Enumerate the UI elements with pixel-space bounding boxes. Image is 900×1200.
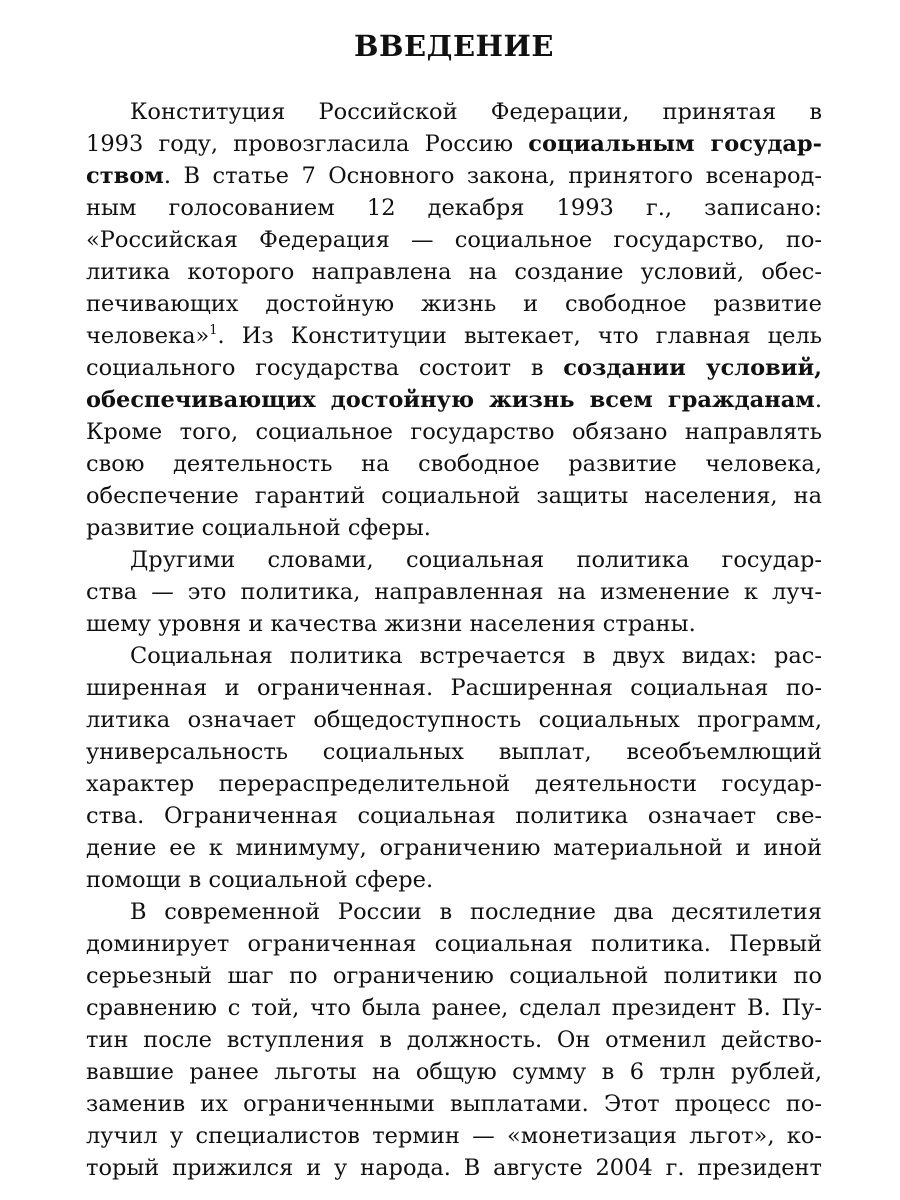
text-line: вавшие ранее льготы на общую сумму в 6 трлн рублей,	[86, 1059, 822, 1085]
text-line: тин после вступления в должность. Он отменил действо-	[86, 1027, 822, 1053]
text-line: серьезный шаг по ограничению социальной политики по	[86, 963, 822, 989]
text-line: универсальность социальных выплат, всеобъемлющий	[86, 739, 822, 765]
bold-emphasis: обеспечивающих достойную жизнь всем гражданам	[86, 387, 815, 413]
footnote-marker[interactable]: 1	[209, 323, 218, 338]
text-line: обеспечение гарантий социальной защиты населения, на	[86, 483, 822, 509]
paragraph-3	[86, 640, 822, 896]
text-line: торый прижился и у народа. В августе 2004 г. президент	[86, 1155, 822, 1181]
document-page	[86, 0, 822, 1200]
text-line: Кроме того, социальное государство обязано направлять	[86, 419, 822, 445]
paragraph-2	[86, 544, 822, 640]
text-line: сравнению с той, что была ранее, сделал президент В. Пу-	[86, 995, 822, 1021]
text-line: заменив их ограниченными выплатами. Этот процесс по-	[86, 1091, 822, 1117]
text-line: развитие социальной сферы.	[86, 515, 431, 541]
text-line: свою деятельность на свободное развитие человека,	[86, 451, 822, 477]
paragraph-4	[86, 896, 822, 1184]
body-text	[86, 96, 822, 1184]
text-line: литика которого направлена на создание условий, обес-	[86, 259, 822, 285]
chapter-heading: ВВЕДЕНИЕ	[354, 29, 554, 63]
text-line: дение ее к минимуму, ограничению материальной и иной	[86, 835, 822, 861]
bold-emphasis: создании условий,	[563, 355, 822, 381]
text-line: ным голосованием 12 декабря 1993 г., записано:	[86, 195, 822, 221]
text-line: литика означает общедоступность социальных программ,	[86, 707, 822, 733]
text-line: человека»$^1$. Из Конституции вытекает, что главная цель	[86, 323, 822, 349]
text-line: В современной России в последние два десятилетия	[130, 899, 822, 925]
text-line: ства — это политика, направленная на изменение к луч-	[86, 579, 822, 605]
text-line: ширенная и ограниченная. Расширенная социальная по-	[86, 675, 822, 701]
text-line: лучил у специалистов термин — «монетизация льгот», ко-	[86, 1123, 822, 1149]
text-line: ством. В статье 7 Основного закона, принятого всенарод-	[86, 163, 822, 189]
text-line: доминирует ограниченная социальная политика. Первый	[86, 931, 822, 957]
text-line: «Российская Федерация — социальное государство, по-	[86, 227, 822, 253]
text-line: социального государства состоит в создании условий,	[86, 355, 822, 381]
text-line: печивающих достойную жизнь и свободное развитие	[86, 291, 822, 317]
text-line: характер перераспределительной деятельности государ-	[86, 771, 822, 797]
text-line: Другими словами, социальная политика государ-	[130, 547, 822, 573]
text-line: ства. Ограниченная социальная политика означает све-	[86, 803, 822, 829]
text-line: 1993 году, провозгласила Россию социальным государ-	[86, 131, 822, 157]
text-line: помощи в социальной сфере.	[86, 867, 434, 893]
text-line: Конституция Российской Федерации, принятая в	[130, 99, 822, 125]
bold-emphasis: ством	[86, 163, 164, 189]
text-line: Социальная политика встречается в двух видах: рас-	[130, 643, 822, 669]
bold-emphasis: социальным государ-	[528, 131, 822, 157]
text-line: шему уровня и качества жизни населения страны.	[86, 611, 696, 637]
paragraph-1	[86, 96, 822, 544]
text-line: обеспечивающих достойную жизнь всем гражданам.	[86, 387, 822, 413]
